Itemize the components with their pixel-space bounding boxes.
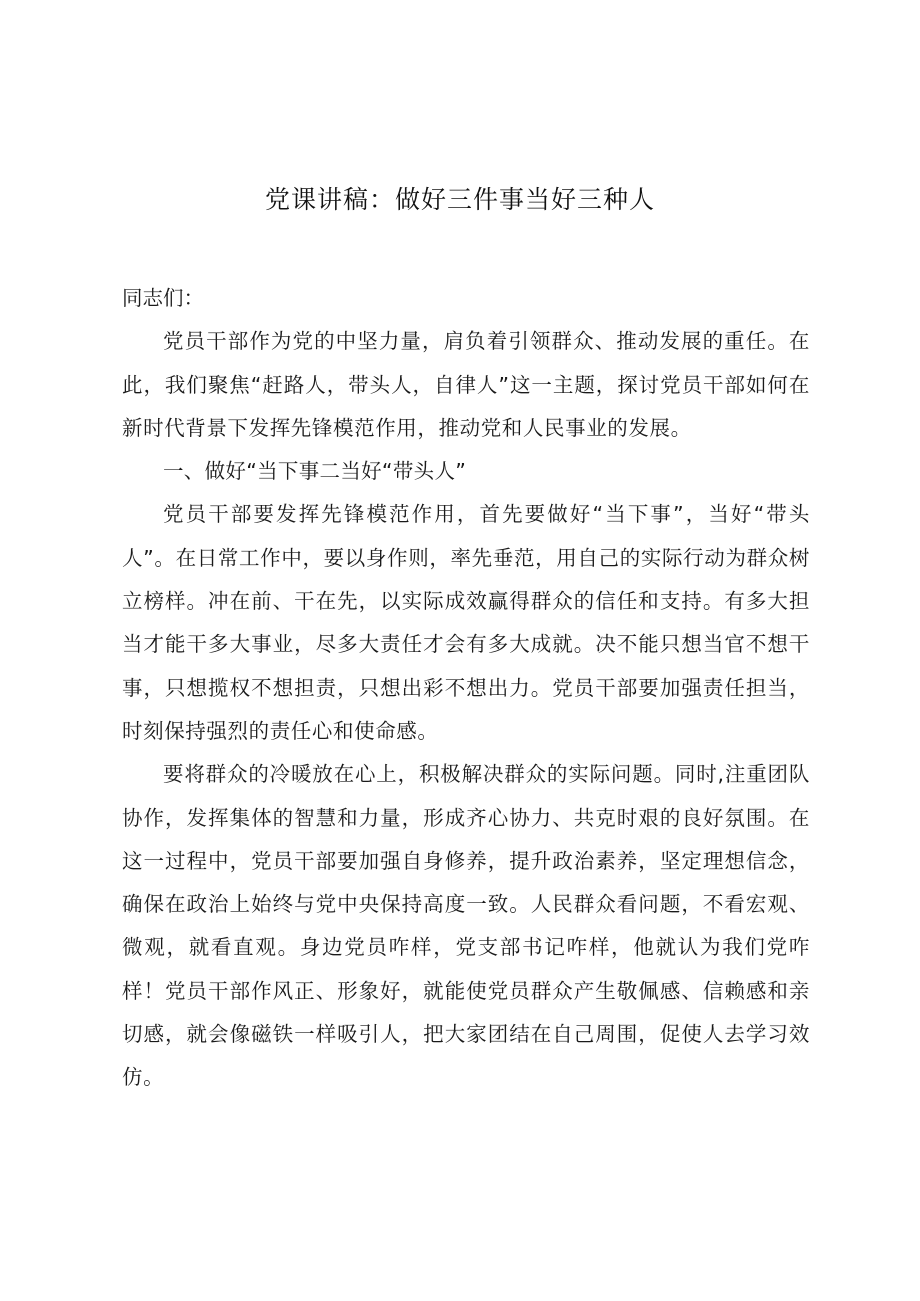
section1-paragraph-1: 党员干部要发挥先锋模范作用，首先要做好“当下事”，当好“带头人”。在日常工作中，要以身作则，率先垂范，用自己的实际行动为群众树立榜样。冲在前、干在先，以实际成效赢得群众的信任和支持。有多大担当才能干多大事业，尽多大责任才会有多大成就。决不能只想当官不想干事，只想揽权不想担责，只想出彩不想出力。党员干部要加强责任担当，时刻保持强烈的责任心和使命感。 [122,502,810,743]
intro-paragraph: 党员干部作为党的中坚力量，肩负着引领群众、推动发展的重任。在此，我们聚焦“赶路人，带头人，自律人”这一主题，探讨党员干部如何在新时代背景下发挥先锋模范作用，推动党和人民事业的发展。 [122,329,810,440]
document-body [122,277,810,1100]
salutation: 同志们： [122,286,204,310]
section-heading-1: 一、做好“当下事二当好“带头人” [163,459,467,484]
document-title: 党课讲稿：做好三件事当好三种人 [264,185,655,214]
section1-paragraph-2: 要将群众的冷暖放在心上，积极解决群众的实际问题。同时,注重团队协作，发挥集体的智慧和力量，形成齐心协力、共克时艰的良好氛围。在这一过程中，党员干部要加强自身修养，提升政治素养，坚定理想信念，确保在政治上始终与党中央保持高度一致。人民群众看问题，不看宏观、微观，就看直观。身边党员咋样，党支部书记咋样，他就认为我们党咋样！党员干部作风正、形象好，就能使党员群众产生敬佩感、信赖感和亲切感，就会像磁铁一样吸引人，把大家团结在自己周围，促使人去学习效仿。 [122,762,810,1090]
